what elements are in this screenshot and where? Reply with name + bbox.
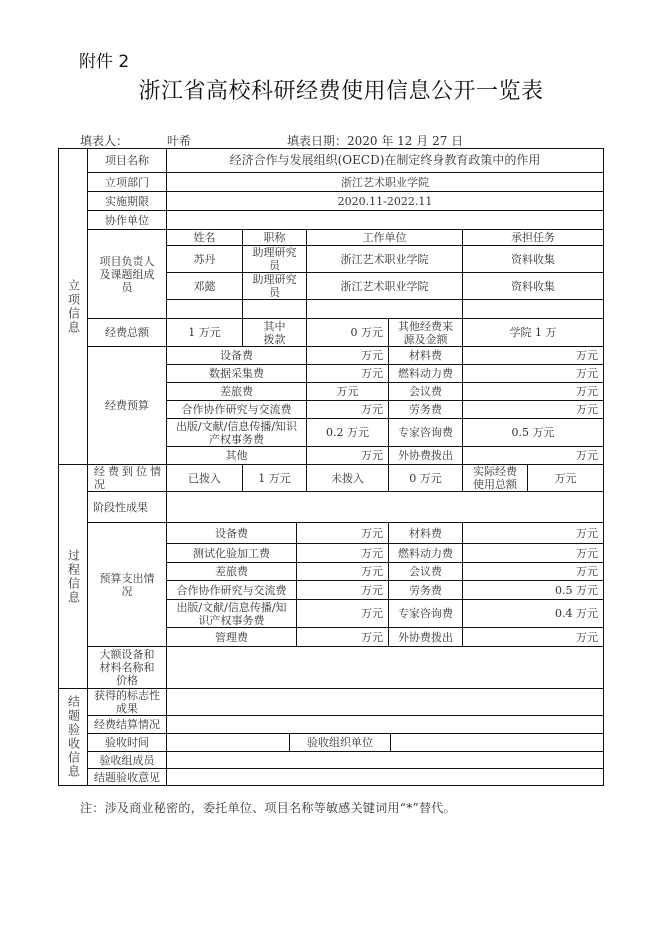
spend-item-label: 测试化验加工费 (166, 543, 297, 563)
budget-item-value: 万元 (462, 400, 604, 419)
budget-item-label: 其他 (166, 446, 307, 465)
members-label: 项目负责人及课题组成员 (87, 229, 167, 319)
spend-item-label: 管理费 (166, 627, 297, 647)
filler-label: 填表人： (80, 134, 129, 148)
project-name-label: 项目名称 (87, 148, 167, 173)
spend-item-label: 燃料动力费 (388, 543, 463, 563)
spend-item-label: 会议费 (388, 562, 463, 581)
member-task: 资料收集 (462, 272, 604, 300)
spend-item-label: 专家咨询费 (388, 599, 463, 628)
budget-item-value: 万元 (462, 364, 604, 383)
budget-item-value: 万元 (306, 400, 389, 419)
spend-item-value: 万元 (296, 562, 389, 581)
total-value: 1 万元 (166, 318, 243, 347)
budget-label: 经费预算 (87, 346, 167, 465)
budget-item-value: 万元 (462, 446, 604, 465)
budget-item-value: 0.5 万元 (462, 418, 604, 447)
received-value: 1 万元 (242, 464, 307, 492)
settlement-value (166, 715, 604, 734)
equipment-label: 大额设备和材料名称和价格 (87, 646, 167, 689)
budget-item-value: 万元 (306, 446, 389, 465)
budget-item-value: 万元 (306, 382, 389, 401)
spend-item-value: 万元 (296, 580, 389, 600)
accept-time-label: 验收时间 (87, 733, 167, 752)
coop-label: 协作单位 (87, 210, 167, 230)
fill-date: 填表日期：2020 年 12 月 27 日 (287, 134, 464, 148)
member-title: 助理研究员 (242, 272, 307, 300)
other-source-value: 学院 1 万 (462, 318, 604, 347)
other-source-label: 其他经费来源及金额 (388, 318, 463, 347)
arrival-label: 经费到位情况 (87, 464, 167, 492)
period-value: 2020.11-2022.11 (166, 191, 604, 211)
spend-item-label: 差旅费 (166, 562, 297, 581)
actual-label: 实际经费使用总额 (462, 464, 528, 492)
members-header-name: 姓名 (166, 229, 243, 246)
spend-item-value: 万元 (296, 627, 389, 647)
budget-item-value: 万元 (306, 346, 389, 365)
member-name (166, 299, 243, 319)
section-project: 立项信息 (58, 148, 88, 465)
page-title: 浙江省高校科研经费使用信息公开一览表 (138, 79, 544, 104)
spend-label: 预算支出情况 (87, 522, 167, 647)
accept-org-label: 验收组织单位 (289, 733, 391, 752)
allocated-label: 其中拨款 (242, 318, 307, 347)
spend-item-value: 万元 (462, 627, 604, 647)
accept-members-label: 验收组成员 (87, 751, 167, 769)
opinion-value (166, 768, 604, 786)
period-label: 实施期限 (87, 191, 167, 211)
total-label: 经费总额 (87, 318, 167, 347)
spend-item-value: 万元 (462, 522, 604, 544)
accept-org-value (390, 733, 604, 752)
spend-item-value: 万元 (296, 599, 389, 628)
received-label: 已拨入 (166, 464, 243, 492)
spend-item-label: 出版/文献/信息传播/知识产权事务费 (166, 599, 297, 628)
achievement-value (166, 688, 604, 716)
filler-name: 叶希 (167, 134, 192, 148)
budget-item-label: 劳务费 (388, 400, 463, 419)
section-closing: 结题验收信息 (58, 688, 88, 786)
members-header-title: 职称 (242, 229, 307, 246)
attachment-label: 附件 2 (79, 52, 130, 72)
equipment-value (166, 646, 604, 689)
milestone-label: 阶段性成果 (87, 491, 167, 523)
milestone-value (166, 491, 604, 523)
budget-item-value: 万元 (306, 364, 389, 383)
members-header-task: 承担任务 (462, 229, 604, 246)
spend-item-value: 万元 (296, 522, 389, 544)
members-header-unit: 工作单位 (306, 229, 463, 246)
member-unit: 浙江艺术职业学院 (306, 272, 463, 300)
spend-item-label: 合作协作研究与交流费 (166, 580, 297, 600)
pending-value: 0 万元 (388, 464, 463, 492)
spend-item-value: 0.5 万元 (462, 580, 604, 600)
member-task (462, 299, 604, 319)
footer-note: 注：涉及商业秘密的，委托单位、项目名称等敏感关键词用“*”替代。 (80, 801, 456, 815)
budget-item-label: 合作协作研究与交流费 (166, 400, 307, 419)
opinion-label: 结题验收意见 (87, 768, 167, 786)
allocated-value: 0 万元 (306, 318, 389, 347)
dept-value: 浙江艺术职业学院 (166, 172, 604, 192)
section-process: 过程信息 (58, 464, 88, 689)
accept-members-value (166, 751, 604, 769)
achievement-label: 获得的标志性成果 (87, 688, 167, 716)
pending-label: 未拨入 (306, 464, 389, 492)
budget-item-value: 万元 (462, 346, 604, 365)
budget-item-label: 材料费 (388, 346, 463, 365)
member-title: 助理研究员 (242, 245, 307, 273)
coop-value (166, 210, 604, 230)
spend-item-value: 万元 (462, 543, 604, 563)
budget-item-label: 会议费 (388, 382, 463, 401)
member-unit: 浙江艺术职业学院 (306, 245, 463, 273)
member-unit (306, 299, 463, 319)
spend-item-value: 万元 (462, 562, 604, 581)
budget-item-label: 设备费 (166, 346, 307, 365)
dept-label: 立项部门 (87, 172, 167, 192)
settlement-label: 经费结算情况 (87, 715, 167, 734)
member-task: 资料收集 (462, 245, 604, 273)
budget-item-label: 专家咨询费 (388, 418, 463, 447)
budget-item-label: 差旅费 (166, 382, 307, 401)
actual-value: 万元 (527, 464, 604, 492)
budget-item-label: 数据采集费 (166, 364, 307, 383)
spend-item-label: 劳务费 (388, 580, 463, 600)
spend-item-value: 0.4 万元 (462, 599, 604, 628)
spend-item-label: 外协费拨出 (388, 627, 463, 647)
budget-item-value: 万元 (462, 382, 604, 401)
member-title (242, 299, 307, 319)
spend-item-label: 设备费 (166, 522, 297, 544)
spend-item-value: 万元 (296, 543, 389, 563)
budget-item-label: 出版/文献/信息传播/知识产权事务费 (166, 418, 307, 447)
spend-item-label: 材料费 (388, 522, 463, 544)
budget-item-label: 燃料动力费 (388, 364, 463, 383)
budget-item-label: 外协费拨出 (388, 446, 463, 465)
member-name: 邓懿 (166, 272, 243, 300)
member-name: 苏丹 (166, 245, 243, 273)
accept-time-value (166, 733, 290, 752)
project-name-value: 经济合作与发展组织(OECD)在制定终身教育政策中的作用 (166, 148, 604, 173)
budget-item-value: 0.2 万元 (306, 418, 389, 447)
